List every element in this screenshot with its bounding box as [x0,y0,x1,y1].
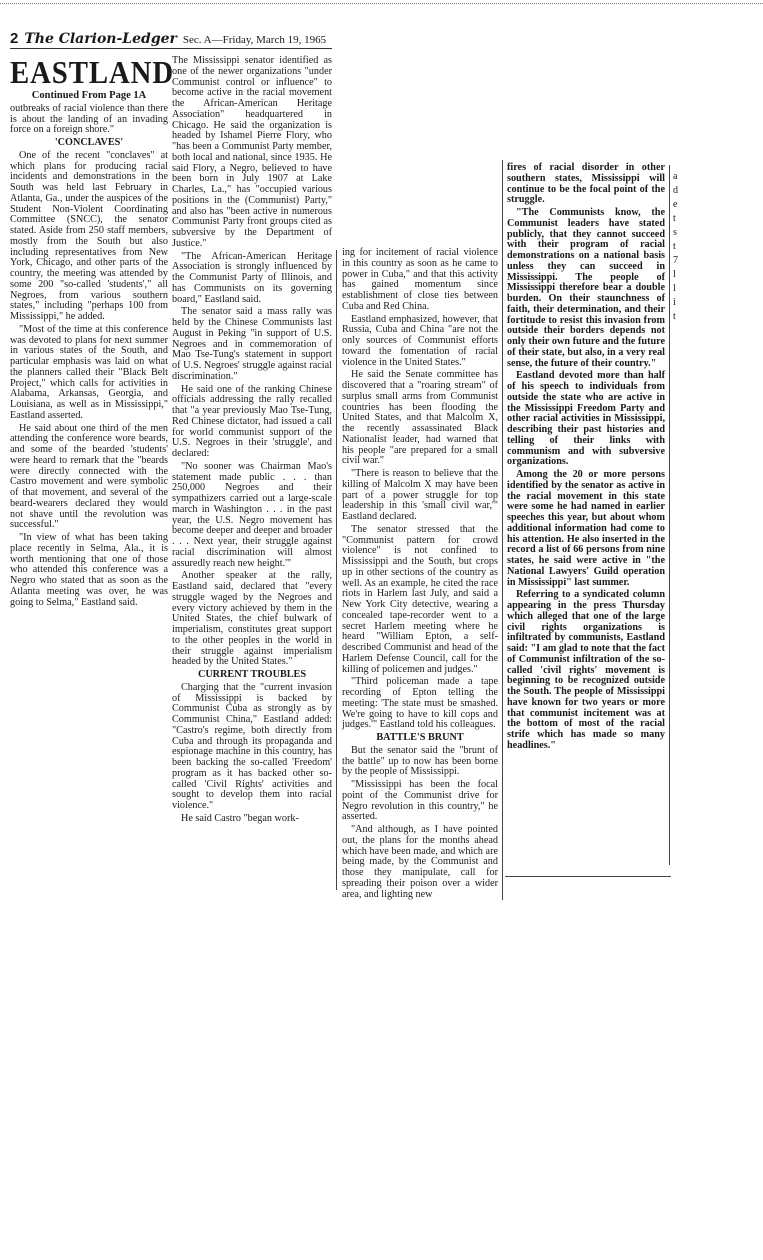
page-number: 2 [10,30,19,47]
margin-fragment: i [673,297,676,308]
column-1 [10,54,175,610]
article-paragraph: ing for incitement of racial violence in this country as soon as he came to power in Cuba," and that this activity has gained momentum since establishment of close ties between Cuba and Red China. [342,247,498,312]
right-margin-fragments [673,170,683,324]
article-end-rule [505,876,671,877]
article-paragraph: He said one of the ranking Chinese officials addressing the rally recalled that "a year previously Mao Tse-Tung, Red Chinese dictator, had issued a call for world communist support of the U.S. Negroes in their 'struggle', and declared: [172,383,332,459]
article-paragraph: "In view of what has been taking place recently in Selma, Ala., it is worth mentioning that one of those who attended this conference was a Negro who stated that as soon as the Atlanta meeting was over, he was going to Selma," Eastland said. [10,532,168,608]
column-divider [336,250,337,890]
subheading: BATTLE'S BRUNT [376,732,464,743]
article-paragraph: "No sooner was Chairman Mao's statement made public . . . than 250,000 Negroes and their sympathizers carried out a large-scale march in Washington . . . in the past year, the U.S. Negro movement has become deeper and deeper and broader . . . Next year, their struggle against racial discrimination will almost assuredly reach new height.'" [172,460,332,569]
article-paragraph: "The Communists know, the Communist leaders have stated publicly, that they cannot succeed with their program of racial demonstrations on a national basis unless they can succeed in Mississippi. The people of Mississippi therefore bear a double burden. On their staunchness of faith, their determination, and their fortitude to resist this invasion from outside their borders depends not only their own future and the future of their state, but also, in a very real sense, the future of their country." [507,207,665,369]
headline: EASTLAND [10,54,175,90]
margin-fragment: 7 [673,255,678,266]
margin-fragment: t [673,241,676,252]
article-paragraph: He said Castro "began work- [181,812,299,824]
article-paragraph: Referring to a syndicated column appearing in the press Thursday which alleged that one of the large civil rights organizations is infiltrated by communists, Eastland said: "I am glad to note that the fact of Communist infiltration of the so-called 'civil rights' movement is beginning to be recognized outside the South. The people of Mississippi have known for two years or more that communist incitement was at the bottom of most of the racial strife which has made so many headlines." [507,589,665,751]
page-top-dotted-border [0,3,763,4]
margin-fragment: t [673,311,676,322]
article-paragraph: fires of racial disorder in other southern states, Mississippi will continue to be the focal point of the struggle. [507,162,665,206]
article-paragraph: Charging that the "current invasion of Mississippi is backed by Communist Cuba as strongly as by Communist China," Eastland added: "Castro's regime, both directly from Cuba and through its propaganda and espionage machine in this country, has been backing the so-called 'Freedom' program as it has backed other so-called 'Civil Rights' activities and sought to develop them into racial violence." [172,681,332,811]
article-paragraph: The Mississippi senator identified as one of the newer organizations "under Communist control or influence" to become active in the racial movement the African-American Heritage Association" headquartered in Chicago. He said the organization is headed by Ishamel Pierre Flory, who "has been a Communist Party member, both local and national, since 1935. He said Flory, a Negro, believed to have been born in July 1907 at Lake Charles, La.," has "occupied various positions in the (Communist) Party," and also has "been active in numerous Communist Party front groups cited as subversive by the Department of Justice." [172,55,332,249]
margin-fragment: l [673,269,676,280]
article-paragraph: The senator stressed that the "Communist pattern for crowd violence" is not confined to Mississippi and the South, but crops up in other sections of the country as well. As an example, he cited the race riots in Harlem last July, and said a New York City detective, wearing a concealed tape-recorder went to a secret Harlem meeting where he heard "William Epton, a self-described Communist and head of the Harlem Defense Council, call for the killing of policemen and judges." [342,523,498,675]
column-3 [342,248,498,902]
continued-from-line: Continued From Page 1A [31,90,147,101]
article-paragraph: "And although, as I have pointed out, the plans for the months ahead which have been made, and which are being made, by the Communist and those they manipulate, call for spreading their poison over a wider area, and lighting new [342,824,498,900]
section-date: Sec. A—Friday, March 19, 1965 [182,34,327,46]
margin-fragment: a [673,171,678,182]
column-2 [172,56,332,827]
margin-fragment: e [673,199,678,210]
margin-fragment: d [673,185,678,196]
article-paragraph: "Mississippi has been the focal point of the Communist drive for Negro revolution in this country," he asserted. [342,779,498,823]
article-paragraph: "The African-American Heritage Association is strongly influenced by the Communist Party of Illinois, and has Communists on its governing board," Eastland said. [172,250,332,305]
margin-fragment: s [673,227,677,238]
article-paragraph: "There is reason to believe that the killing of Malcolm X may have been part of a power struggle for top leadership in this 'small civil war,'" Eastland declared. [342,468,498,522]
column-4 [507,163,665,754]
article-paragraph: But the senator said the "brunt of the battle" up to now has been borne by the people of Mississippi. [342,744,498,778]
article-paragraph: outbreaks of racial violence than there is about the landing of an invading force on a foreign shore." [10,102,168,136]
subheading: CURRENT TROUBLES [197,669,307,680]
newspaper-name: The Clarion-Ledger [24,31,177,47]
article-paragraph: Another speaker at the rally, Eastland said, declared that "every struggle waged by the Negroes and every victory achieved by them in the United States, the chief bulwark of imperialism, constitutes great support to the other peoples in the world in their struggle against imperialism headed by the United States." [172,570,332,668]
article-paragraph: Eastland emphasized, however, that Russia, Cuba and China "are not the only sources of Communist efforts toward the fomentation of racial violence in the United States." [342,313,498,368]
article-paragraph: One of the recent "conclaves" at which plans for producing racial incidents and demonstrations in the South was held last February in Atlanta, Ga., under the auspices of the Student Non-Violent Coordinating Committee (SNCC), the senator stated. Aside from 250 staff members, mostly from the South but also including representatives from New York, Chicago, and other parts of the country, the meeting was attended by some 200 "so-called 'students'," all Negroes, from various southern states," including "perhaps 100 from Mississippi," he added. [10,149,168,322]
margin-fragment: t [673,213,676,224]
masthead [10,30,326,47]
article-paragraph: He said about one third of the men attending the conference wore beards, and some of the bearded 'students' were heard to remark that the "beards were directly connected with the Castro movement and were symbolic of that movement, and several of the beard-wearers declared they would not shave until the revolution was successful." [10,422,168,531]
article-paragraph: He said the Senate committee has discovered that a "roaring stream" of surplus small arms from Communist countries has been flooding the United States, and that Malcolm X, the recently assassinated Black Nationalist leader, had warned that his people "are prepared for a small civil war." [342,369,498,467]
subheading: 'CONCLAVES' [54,137,124,148]
column-divider [502,160,503,900]
article-paragraph: Eastland devoted more than half of his speech to individuals from outside the state who are active in the Mississippi Freedom Party and other racial activities in Mississippi, describing their past histories and telling of their links with communism and with subversive organizations. [507,370,665,468]
article-paragraph: Among the 20 or more persons identified by the senator as active in the racial movement in this state were some he had named in earlier speeches this year, but about whom additional information had come to his attention. He also inserted in the record a list of 66 persons from nine states, he said were active in "the National Lawyers' Guild operation in Mississippi" last summer. [507,469,665,588]
article-paragraph: The senator said a mass rally was held by the Chinese Communists last August in Peking "in support of U.S. Negroes and in commemoration of Mao Tse-Tung's statement in support of U.S. Negroes' struggle against racial discrimination." [172,306,332,382]
margin-fragment: l [673,283,676,294]
article-paragraph: "Most of the time at this conference was devoted to plans for next summer in various states of the South, and particular emphasis was laid on what the planners called their "Black Belt Project," which calls for activities in Alabama, Arkansas, Georgia, and Louisiana, as well as in Mississippi," Eastland asserted. [10,323,168,421]
column-divider [669,165,670,865]
masthead-rule [10,48,332,49]
article-paragraph: "Third policeman made a tape recording of Epton telling the meeting: 'The state must be smashed. We're going to have to kill cops and judges.'" Eastland told his colleagues. [342,676,498,731]
